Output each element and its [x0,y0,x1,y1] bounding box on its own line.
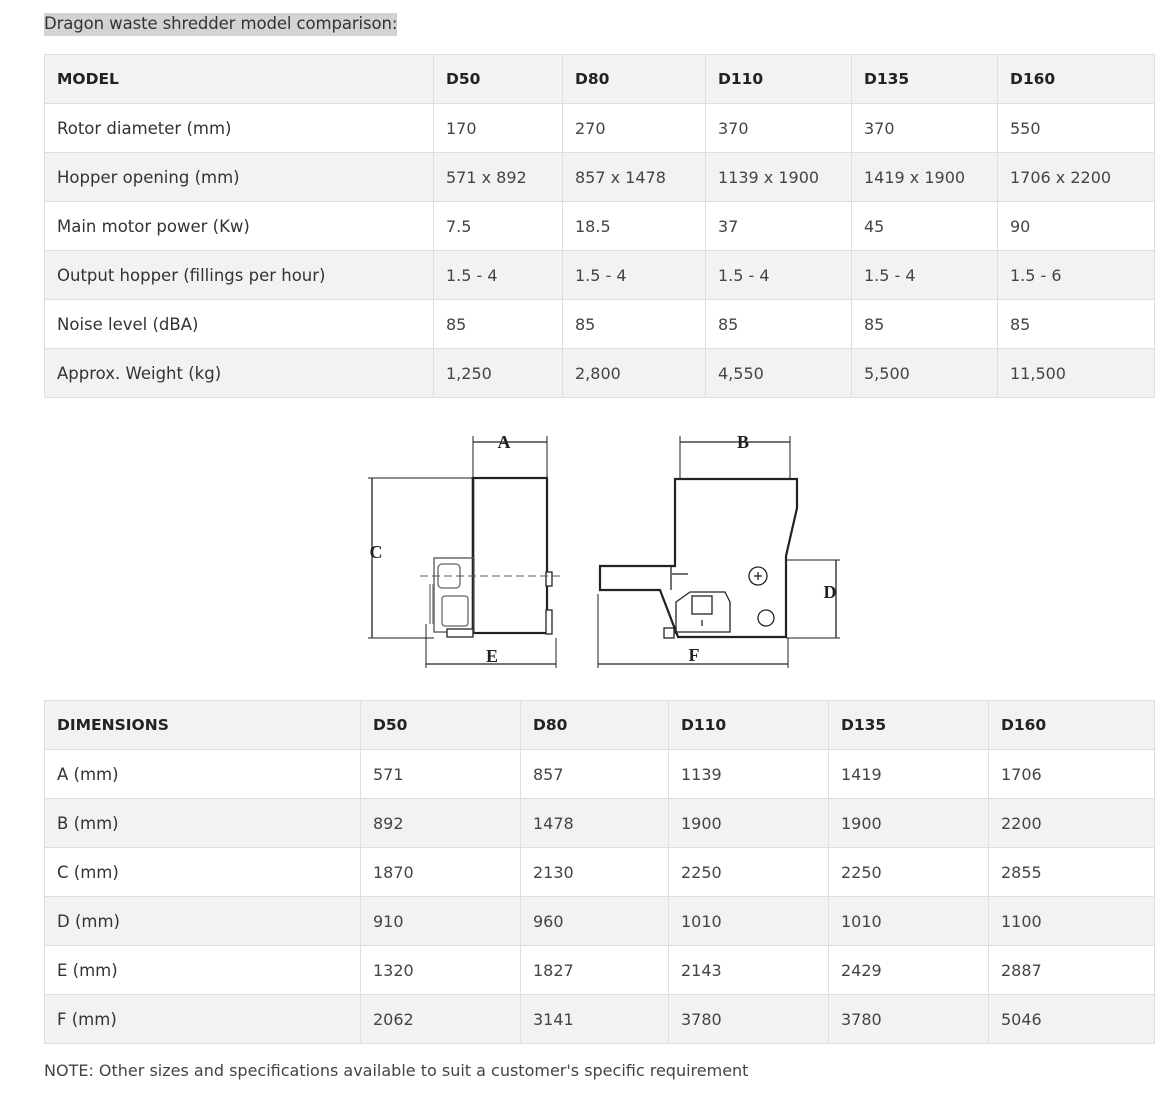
value-cell: 11,500 [998,349,1155,398]
value-cell: 910 [361,897,521,946]
value-cell: 1478 [521,799,669,848]
table-row [45,153,1155,202]
header-model-cell: D135 [829,701,989,750]
value-cell: 3141 [521,995,669,1044]
front-view-body [600,479,797,637]
value-cell: 1706 x 2200 [998,153,1155,202]
label-b: B [736,432,750,452]
label-a: A [497,432,511,452]
value-cell: 857 [521,750,669,799]
dimensions-table [44,700,1155,1044]
row-label-cell: B (mm) [45,799,361,848]
label-c: C [369,542,383,562]
label-d: D [823,582,837,602]
row-label-cell: E (mm) [45,946,361,995]
value-cell: 3780 [829,995,989,1044]
value-cell: 1010 [669,897,829,946]
table-row [45,300,1155,349]
value-cell: 370 [852,104,998,153]
header-model-cell: D160 [989,701,1155,750]
table-row [45,349,1155,398]
value-cell: 1419 x 1900 [852,153,998,202]
value-cell: 1139 x 1900 [706,153,852,202]
row-label-cell: F (mm) [45,995,361,1044]
header-model-cell: D50 [361,701,521,750]
row-label-cell: Noise level (dBA) [45,300,434,349]
value-cell: 85 [434,300,563,349]
header-row [45,55,1155,104]
value-cell: 7.5 [434,202,563,251]
table-row [45,251,1155,300]
header-model-cell: D135 [852,55,998,104]
value-cell: 2250 [829,848,989,897]
header-model-cell: D80 [563,55,706,104]
value-cell: 960 [521,897,669,946]
value-cell: 1706 [989,750,1155,799]
header-label-cell: DIMENSIONS [45,701,361,750]
value-cell: 2855 [989,848,1155,897]
table-row [45,750,1155,799]
header-model-cell: D50 [434,55,563,104]
value-cell: 2130 [521,848,669,897]
row-label-cell: Approx. Weight (kg) [45,349,434,398]
value-cell: 1.5 - 4 [563,251,706,300]
value-cell: 1139 [669,750,829,799]
shredder-dimension-diagram [360,424,860,674]
value-cell: 2887 [989,946,1155,995]
value-cell: 2200 [989,799,1155,848]
table-row [45,946,1155,995]
value-cell: 85 [998,300,1155,349]
table-row [45,897,1155,946]
header-model-cell: D110 [706,55,852,104]
value-cell: 1.5 - 6 [998,251,1155,300]
value-cell: 1.5 - 4 [706,251,852,300]
value-cell: 550 [998,104,1155,153]
table-row [45,848,1155,897]
value-cell: 1.5 - 4 [434,251,563,300]
model-comparison-table [44,54,1155,398]
header-model-cell: D110 [669,701,829,750]
value-cell: 170 [434,104,563,153]
table-row [45,799,1155,848]
side-view-hopper [473,478,547,633]
value-cell: 2250 [669,848,829,897]
value-cell: 1900 [829,799,989,848]
value-cell: 45 [852,202,998,251]
value-cell: 1419 [829,750,989,799]
value-cell: 892 [361,799,521,848]
value-cell: 37 [706,202,852,251]
value-cell: 1827 [521,946,669,995]
footnote: NOTE: Other sizes and specifications available to suit a customer's specific requirement [44,1061,749,1080]
value-cell: 2062 [361,995,521,1044]
value-cell: 1,250 [434,349,563,398]
header-model-cell: D160 [998,55,1155,104]
row-label-cell: Hopper opening (mm) [45,153,434,202]
header-label-cell: MODEL [45,55,434,104]
value-cell: 85 [706,300,852,349]
value-cell: 1870 [361,848,521,897]
row-label-cell: D (mm) [45,897,361,946]
table-row [45,995,1155,1044]
row-label-cell: Output hopper (fillings per hour) [45,251,434,300]
value-cell: 571 x 892 [434,153,563,202]
value-cell: 1100 [989,897,1155,946]
row-label-cell: Rotor diameter (mm) [45,104,434,153]
value-cell: 4,550 [706,349,852,398]
value-cell: 90 [998,202,1155,251]
label-f: F [688,645,700,665]
value-cell: 3780 [669,995,829,1044]
value-cell: 370 [706,104,852,153]
header-row [45,701,1155,750]
row-label-cell: A (mm) [45,750,361,799]
page-heading: Dragon waste shredder model comparison: [44,13,397,36]
label-e: E [485,646,499,666]
value-cell: 857 x 1478 [563,153,706,202]
value-cell: 1900 [669,799,829,848]
table-row [45,202,1155,251]
value-cell: 2143 [669,946,829,995]
table-row [45,104,1155,153]
row-label-cell: Main motor power (Kw) [45,202,434,251]
value-cell: 85 [852,300,998,349]
value-cell: 1010 [829,897,989,946]
value-cell: 1320 [361,946,521,995]
row-label-cell: C (mm) [45,848,361,897]
value-cell: 85 [563,300,706,349]
value-cell: 1.5 - 4 [852,251,998,300]
value-cell: 2,800 [563,349,706,398]
value-cell: 5046 [989,995,1155,1044]
value-cell: 270 [563,104,706,153]
value-cell: 571 [361,750,521,799]
value-cell: 18.5 [563,202,706,251]
value-cell: 5,500 [852,349,998,398]
header-model-cell: D80 [521,701,669,750]
value-cell: 2429 [829,946,989,995]
